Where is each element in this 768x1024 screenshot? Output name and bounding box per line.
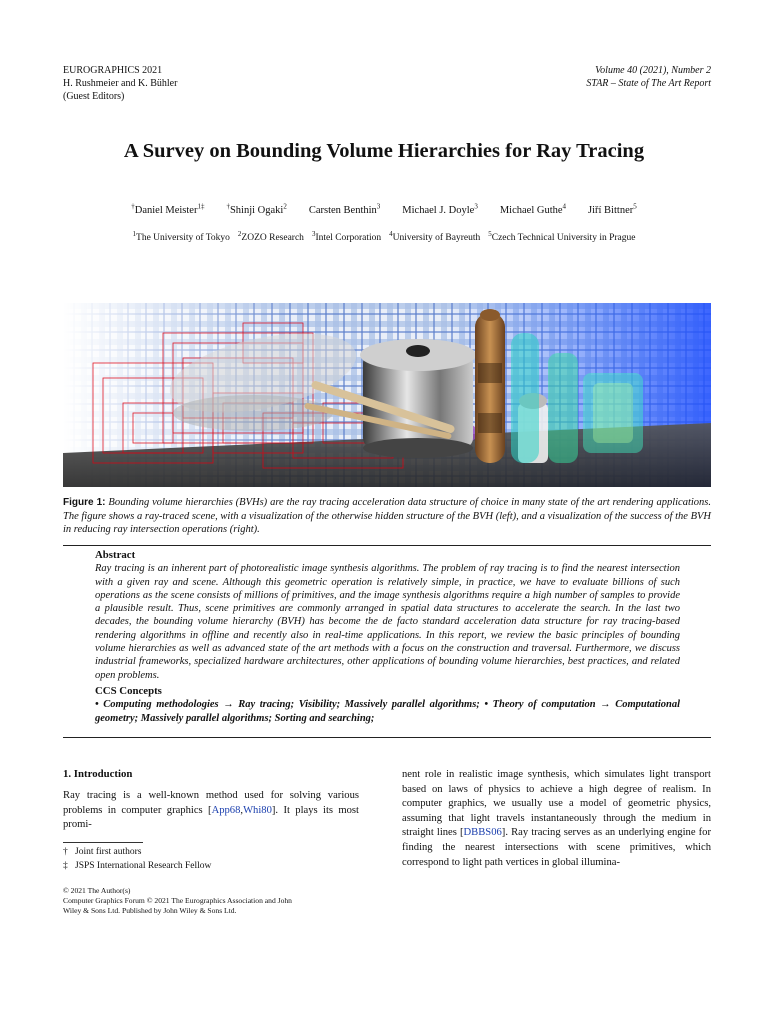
affiliation: $^3$Intel Corporation bbox=[311, 229, 382, 243]
guest-editors: H. Rushmeier and K. Bühler bbox=[63, 78, 178, 89]
affiliation: $^4$University of Bayreuth bbox=[389, 229, 481, 243]
intro-text: nent role in realistic image synthesis, which simulates light transport based on laws of physics to achieve a high degree of realism. In computer graphics, we usually use a model of geometric physics, assuming that light travels instantaneously through the medium in straight lines [ bbox=[402, 769, 711, 839]
author: Michael Guthe$^4$ bbox=[499, 202, 567, 216]
report-type: STAR – State of The Art Report bbox=[586, 78, 711, 89]
abstract-text: Ray tracing is an inherent part of photorealistic image synthesis algorithms. The problem of ray tracing is to find the nearest intersection with a given ray and scene. Although this geometric operation is relatively simple, in practice, we have to evaluate billions of such operations as the scene consists of millions of primitives, and the image synthesis algorithms require a high number of samples to provide a plausible result. Thus, scene primitives are commonly arranged in spatial data structures to accelerate the search. In the last two decades, the bounding volume hierarchy (BVH) has become the de facto standard acceleration data structure for ray tracing-based rendering algorithms in offline and recently also in real-time applications. In this report, we review the basic principles of bounding volume hierarchies as well as advanced state of the art methods with a focus on the construction and traversal. Furthermore, we discuss industrial frameworks, specialized hardware architectures, other applications of bounding volume hierarchies, best practices, and related open problems. bbox=[95, 563, 680, 681]
paper-title: A Survey on Bounding Volume Hierarchies for Ray Tracing bbox=[123, 140, 645, 162]
intro-column-left: Ray tracing is a well-known method used for solving various problems in computer graphics [App68,Whi80]. It plays its most promi- bbox=[63, 790, 359, 831]
author: Jiří Bittner$^5$ bbox=[588, 202, 637, 216]
footnote: ‡ JSPS International Research Fellow bbox=[63, 861, 212, 871]
intro-column-right bbox=[402, 768, 711, 870]
conference-name: EUROGRAPHICS 2021 bbox=[63, 65, 163, 76]
abstract-heading: Abstract bbox=[95, 549, 136, 561]
ccs-heading: CCS Concepts bbox=[95, 684, 162, 697]
copyright-notice: © 2021 The Author(s) Computer Graphics Forum © 2021 The Eurographics Association and John Wiley & Sons Ltd. Published by John Wiley & Sons Ltd. bbox=[63, 886, 292, 915]
figure-label: Figure 1: bbox=[63, 497, 106, 508]
affiliation-list bbox=[0, 229, 768, 243]
footnotes bbox=[63, 845, 359, 873]
affiliation: $^1$The University of Tokyo bbox=[132, 229, 230, 243]
figure-caption bbox=[63, 496, 711, 537]
teaser-render-image bbox=[63, 303, 711, 487]
guest-editors-label: (Guest Editors) bbox=[63, 91, 125, 102]
citation-link[interactable]: App68 bbox=[211, 804, 241, 816]
footnote-rule bbox=[63, 842, 143, 843]
divider-top bbox=[63, 545, 711, 546]
divider-bottom bbox=[63, 737, 711, 738]
author: †Daniel Meister$^{1\ddagger}$ bbox=[131, 202, 205, 216]
ccs-text: • Computing methodologies → Ray tracing; Visibility; Massively parallel algorithms; • Theory of computation → Computational geometry; Massively parallel algorithms; Sorting and searching; bbox=[95, 699, 680, 724]
section-heading-introduction: 1. Introduction bbox=[63, 768, 133, 780]
footnote: † Joint first authors bbox=[63, 847, 142, 857]
affiliation: $^5$Czech Technical University in Prague bbox=[488, 229, 636, 243]
teaser-figure bbox=[63, 303, 711, 487]
intro-text: ]. It plays its most promi- bbox=[63, 804, 359, 831]
abstract-section bbox=[95, 549, 680, 725]
author: Carsten Benthin$^3$ bbox=[308, 202, 381, 216]
author: Michael J. Doyle$^3$ bbox=[402, 202, 478, 216]
volume-info: Volume 40 (2021), Number 2 bbox=[595, 65, 711, 76]
citation-link[interactable]: DBBS06 bbox=[463, 827, 502, 839]
author-list bbox=[0, 202, 768, 216]
author: †Shinji Ogaki$^2$ bbox=[226, 202, 287, 216]
journal-header-left bbox=[63, 64, 177, 103]
citation-link[interactable]: Whi80 bbox=[243, 804, 272, 816]
intro-text: Ray tracing is a well-known method used for solving various problems in computer graphics [ bbox=[63, 790, 359, 816]
affiliation: $^2$ZOZO Research bbox=[237, 229, 304, 243]
figure-caption-text: Bounding volume hierarchies (BVHs) are the ray tracing acceleration data structure of choice in many state of the art rendering applications. The figure shows a ray-traced scene, with a visualization of the otherwise hidden structure of the BVH (left), and a visualization of the success of the BVH in reducing ray intersection operations (right). bbox=[63, 497, 711, 535]
journal-header-right bbox=[586, 64, 711, 90]
intro-text: ]. Ray tracing serves as an underlying engine for finding the nearest intersections with scene primitives, which correspond to light path vertices in global illumina- bbox=[402, 827, 711, 868]
